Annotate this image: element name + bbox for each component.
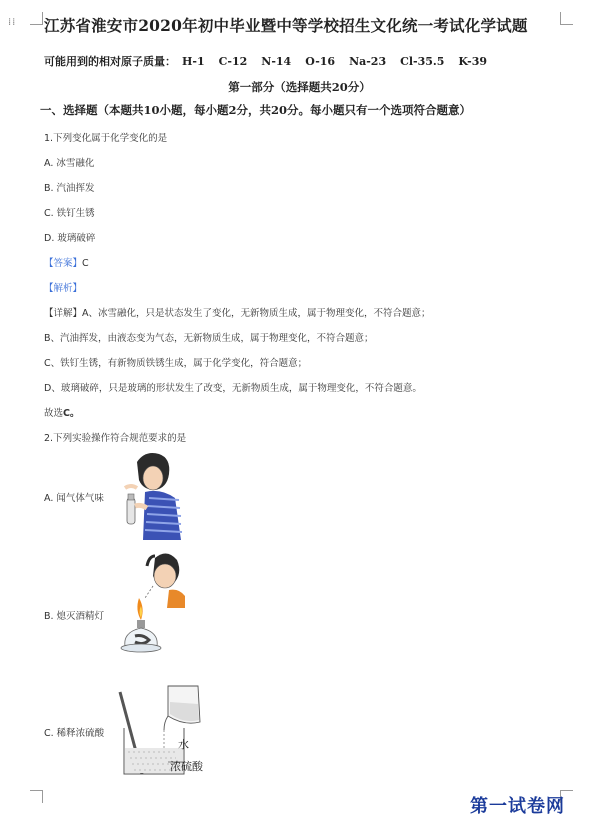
mass-item: H-1 xyxy=(182,55,205,68)
part-title: 第一部分（选择题共20分） xyxy=(228,80,371,94)
document-title: 江苏省淮安市2020年初中毕业暨中等学校招生文化统一考试化学试题 xyxy=(44,16,528,35)
q1-option-d: D. 玻璃破碎 xyxy=(44,233,96,244)
mass-item: C-12 xyxy=(218,55,248,68)
smelling-gas-illustration xyxy=(115,448,195,540)
analysis-tag: 【解析】 xyxy=(44,283,83,294)
mass-item: Cl-35.5 xyxy=(400,55,445,68)
water-label: 水 xyxy=(178,738,189,751)
answer-value: C xyxy=(82,258,89,269)
q1-option-c: C. 铁钉生锈 xyxy=(44,208,95,219)
mass-item: O-16 xyxy=(305,55,336,68)
question-2-stem: 2.下列实验操作符合规范要求的是 xyxy=(44,433,187,444)
q1-option-a: A. 冰雪融化 xyxy=(44,158,95,169)
q1-detail-c: C、铁钉生锈，有新物质铁锈生成，属于化学变化，符合题意； xyxy=(44,358,308,369)
corner-mark-top-right xyxy=(560,12,573,25)
corner-mark-bottom-left xyxy=(30,790,43,803)
detail-a-text: A、冰雪融化，只是状态发生了变化，无新物质生成，属于物理变化，不符合题意； xyxy=(82,308,431,319)
mass-item: K-39 xyxy=(458,55,488,68)
masses-label: 可能用到的相对原子质量： xyxy=(44,55,176,68)
question-1-stem: 1.下列变化属于化学变化的是 xyxy=(44,133,168,144)
q1-conclusion xyxy=(44,405,80,419)
mass-item: Na-23 xyxy=(349,55,387,68)
q2-option-b: B. 熄灭酒精灯 xyxy=(44,611,105,622)
q1-option-b: B. 汽油挥发 xyxy=(44,183,95,194)
q1-answer xyxy=(44,255,89,269)
drag-handle-icon[interactable]: ⁞⁞ xyxy=(8,17,17,28)
diluting-acid-illustration xyxy=(112,682,222,782)
atomic-masses-line xyxy=(44,53,501,69)
acid-label: 浓硫酸 xyxy=(170,760,203,773)
section-title: 一、选择题（本题共10小题，每小题2分，共20分。每小题只有一个选项符合题意） xyxy=(40,103,472,117)
conclusion-value: C。 xyxy=(63,408,80,419)
q2-option-a: A. 闻气体气味 xyxy=(44,493,104,504)
answer-tag: 【答案】 xyxy=(44,258,83,269)
q1-detail-a xyxy=(44,305,431,319)
q2-option-c: C. 稀释浓硫酸 xyxy=(44,728,105,739)
detail-tag: 【详解】 xyxy=(44,308,83,319)
footer-watermark: 第一试卷网 xyxy=(470,796,565,817)
corner-mark-top-left xyxy=(30,12,43,25)
alcohol-lamp-illustration xyxy=(115,548,195,666)
conclusion-prefix: 故选 xyxy=(44,408,64,419)
q1-detail-b: B、汽油挥发，由液态变为气态，无新物质生成，属于物理变化，不符合题意； xyxy=(44,333,374,344)
q1-detail-d: D、玻璃破碎，只是玻璃的形状发生了改变，无新物质生成，属于物理变化，不符合题意。 xyxy=(44,383,422,394)
mass-item: N-14 xyxy=(261,55,292,68)
